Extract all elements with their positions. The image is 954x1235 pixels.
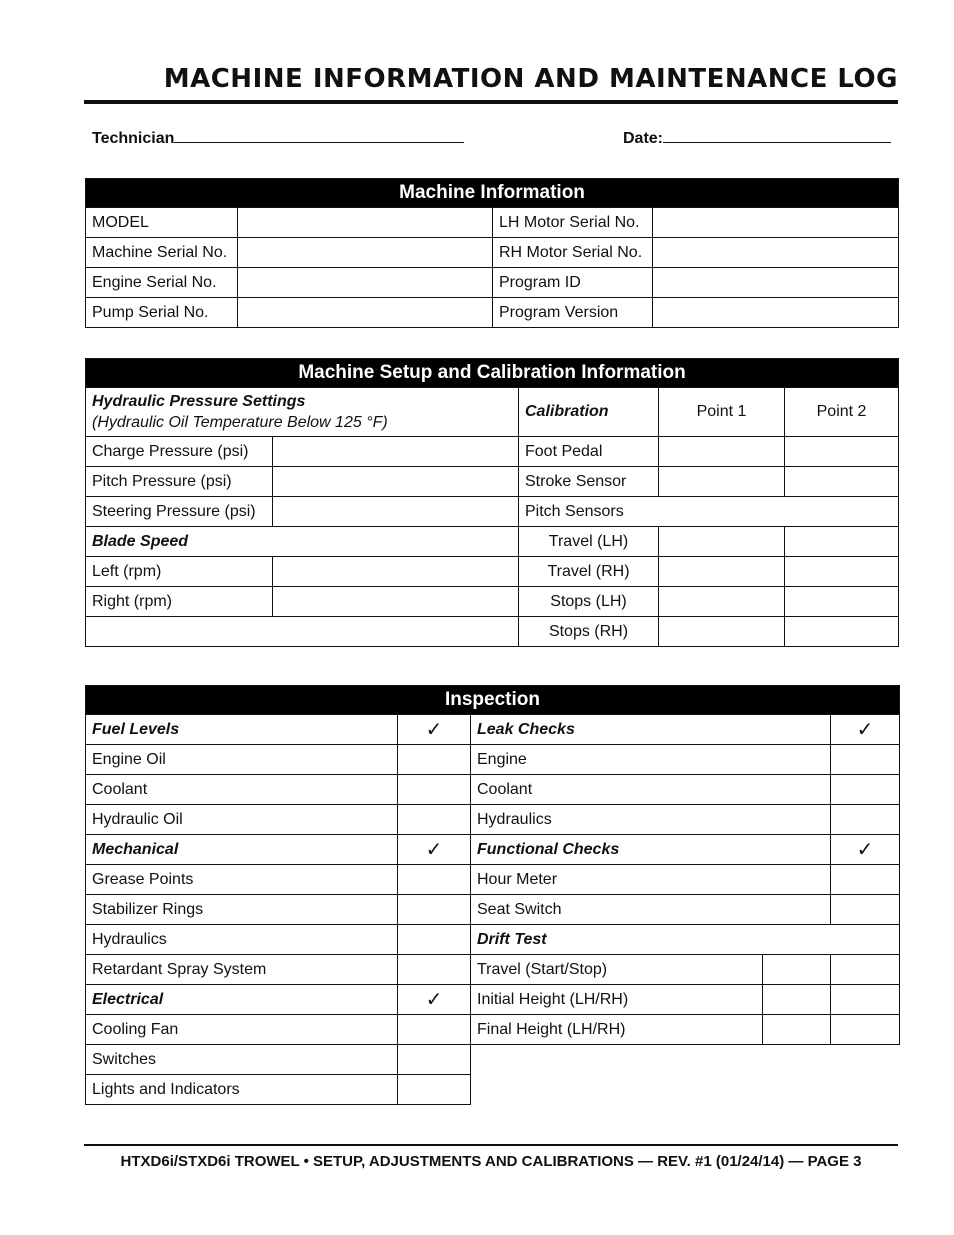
check-mark-icon: ✓ <box>398 985 471 1015</box>
check-mark-icon: ✓ <box>831 715 900 745</box>
technician-field[interactable] <box>92 128 464 148</box>
checkbox-cell[interactable] <box>398 865 471 895</box>
checkbox-cell[interactable] <box>831 805 900 835</box>
point2-field[interactable] <box>785 467 899 497</box>
machine-info-header: Machine Information <box>86 179 899 208</box>
info-field-rh-motor[interactable] <box>653 238 899 268</box>
checkbox-cell[interactable] <box>831 865 900 895</box>
checkbox-cell[interactable] <box>398 775 471 805</box>
leak-checks-title: Leak Checks <box>471 715 831 745</box>
point2-field[interactable] <box>785 587 899 617</box>
inspection-item: Retardant Spray System <box>86 955 398 985</box>
checkbox-cell[interactable] <box>398 1045 471 1075</box>
inspection-item: Final Height (LH/RH) <box>471 1015 763 1045</box>
checkbox-cell[interactable] <box>831 775 900 805</box>
drift-field-lh[interactable] <box>763 1015 831 1045</box>
pressure-label: Steering Pressure (psi) <box>86 497 273 527</box>
blade-speed-title: Blade Speed <box>86 527 519 557</box>
mechanical-title: Mechanical <box>86 835 398 865</box>
drift-field-rh[interactable] <box>831 1015 900 1045</box>
info-field-lh-motor[interactable] <box>653 208 899 238</box>
fuel-levels-title: Fuel Levels <box>86 715 398 745</box>
date-label: Date: <box>623 130 664 147</box>
inspection-item: Coolant <box>86 775 398 805</box>
inspection-header: Inspection <box>86 686 900 715</box>
point2-field[interactable] <box>785 437 899 467</box>
pitch-sensors-label: Pitch Sensors <box>519 497 899 527</box>
info-field-engine-serial[interactable] <box>238 268 493 298</box>
electrical-title: Electrical <box>86 985 398 1015</box>
inspection-item: Engine <box>471 745 831 775</box>
calibration-label: Stroke Sensor <box>519 467 659 497</box>
info-field-model[interactable] <box>238 208 493 238</box>
point2-field[interactable] <box>785 557 899 587</box>
info-label: RH Motor Serial No. <box>493 238 653 268</box>
pressure-field[interactable] <box>273 437 519 467</box>
blade-label: Right (rpm) <box>86 587 273 617</box>
drift-field-rh[interactable] <box>831 985 900 1015</box>
checkbox-cell[interactable] <box>831 745 900 775</box>
check-mark-icon: ✓ <box>398 835 471 865</box>
pitch-label: Travel (LH) <box>519 527 659 557</box>
info-field-program-id[interactable] <box>653 268 899 298</box>
drift-field-rh[interactable] <box>831 955 900 985</box>
inspection-item: Stabilizer Rings <box>86 895 398 925</box>
date-line[interactable] <box>663 128 891 143</box>
inspection-item: Cooling Fan <box>86 1015 398 1045</box>
info-label: Engine Serial No. <box>86 268 238 298</box>
info-field-pump-serial[interactable] <box>238 298 493 328</box>
date-field[interactable] <box>623 128 891 148</box>
page-title: MACHINE INFORMATION AND MAINTENANCE LOG <box>163 64 898 94</box>
info-label: MODEL <box>86 208 238 238</box>
point2-header: Point 2 <box>785 388 899 437</box>
hydraulic-title: Hydraulic Pressure Settings <box>92 393 306 410</box>
pressure-label: Charge Pressure (psi) <box>86 437 273 467</box>
inspection-item: Coolant <box>471 775 831 805</box>
checkbox-cell[interactable] <box>398 895 471 925</box>
inspection-item: Travel (Start/Stop) <box>471 955 763 985</box>
inspection-item: Hydraulics <box>86 925 398 955</box>
point1-header: Point 1 <box>659 388 785 437</box>
drift-field-lh[interactable] <box>763 985 831 1015</box>
point2-field[interactable] <box>785 527 899 557</box>
inspection-item: Hour Meter <box>471 865 831 895</box>
inspection-item: Grease Points <box>86 865 398 895</box>
blade-field[interactable] <box>273 587 519 617</box>
inspection-table <box>85 685 900 1105</box>
point2-field[interactable] <box>785 617 899 647</box>
info-label: Machine Serial No. <box>86 238 238 268</box>
point1-field[interactable] <box>659 467 785 497</box>
pitch-label: Stops (LH) <box>519 587 659 617</box>
hydraulic-title-cell <box>86 388 519 437</box>
calibration-title: Calibration <box>519 388 659 437</box>
blade-label: Left (rpm) <box>86 557 273 587</box>
blank-space <box>471 1045 900 1075</box>
point1-field[interactable] <box>659 557 785 587</box>
page-footer: HTXD6i/STXD6i TROWEL • SETUP, ADJUSTMENTS AND CALIBRATIONS — REV. #1 (01/24/14) — PAGE 3 <box>120 1153 862 1170</box>
empty-cell <box>86 617 519 647</box>
inspection-item: Seat Switch <box>471 895 831 925</box>
machine-info-table <box>85 178 899 328</box>
checkbox-cell[interactable] <box>398 925 471 955</box>
blank-space <box>471 1075 900 1105</box>
checkbox-cell[interactable] <box>398 1015 471 1045</box>
info-label: Pump Serial No. <box>86 298 238 328</box>
pitch-label: Travel (RH) <box>519 557 659 587</box>
info-label: Program ID <box>493 268 653 298</box>
setup-table <box>85 358 899 647</box>
info-field-program-version[interactable] <box>653 298 899 328</box>
pitch-label: Stops (RH) <box>519 617 659 647</box>
functional-checks-title: Functional Checks <box>471 835 831 865</box>
point1-field[interactable] <box>659 617 785 647</box>
drift-test-title: Drift Test <box>471 925 900 955</box>
pressure-field[interactable] <box>273 497 519 527</box>
check-mark-icon: ✓ <box>831 835 900 865</box>
title-rule <box>84 100 898 104</box>
inspection-item: Engine Oil <box>86 745 398 775</box>
info-label: LH Motor Serial No. <box>493 208 653 238</box>
checkbox-cell[interactable] <box>398 1075 471 1105</box>
inspection-item: Switches <box>86 1045 398 1075</box>
footer-rule <box>84 1144 898 1146</box>
point1-field[interactable] <box>659 587 785 617</box>
inspection-item: Initial Height (LH/RH) <box>471 985 763 1015</box>
hydraulic-subtitle: (Hydraulic Oil Temperature Below 125 °F) <box>92 414 388 431</box>
blade-field[interactable] <box>273 557 519 587</box>
checkbox-cell[interactable] <box>831 895 900 925</box>
inspection-item: Hydraulic Oil <box>86 805 398 835</box>
info-label: Program Version <box>493 298 653 328</box>
point1-field[interactable] <box>659 437 785 467</box>
checkbox-cell[interactable] <box>398 745 471 775</box>
pressure-label: Pitch Pressure (psi) <box>86 467 273 497</box>
checkbox-cell[interactable] <box>398 955 471 985</box>
inspection-item: Hydraulics <box>471 805 831 835</box>
check-mark-icon: ✓ <box>398 715 471 745</box>
checkbox-cell[interactable] <box>398 805 471 835</box>
calibration-label: Foot Pedal <box>519 437 659 467</box>
inspection-item: Lights and Indicators <box>86 1075 398 1105</box>
setup-header: Machine Setup and Calibration Information <box>86 359 899 388</box>
drift-field-lh[interactable] <box>763 955 831 985</box>
info-field-machine-serial[interactable] <box>238 238 493 268</box>
technician-line[interactable] <box>174 128 464 143</box>
pressure-field[interactable] <box>273 467 519 497</box>
technician-label: Technician <box>92 130 175 147</box>
point1-field[interactable] <box>659 527 785 557</box>
